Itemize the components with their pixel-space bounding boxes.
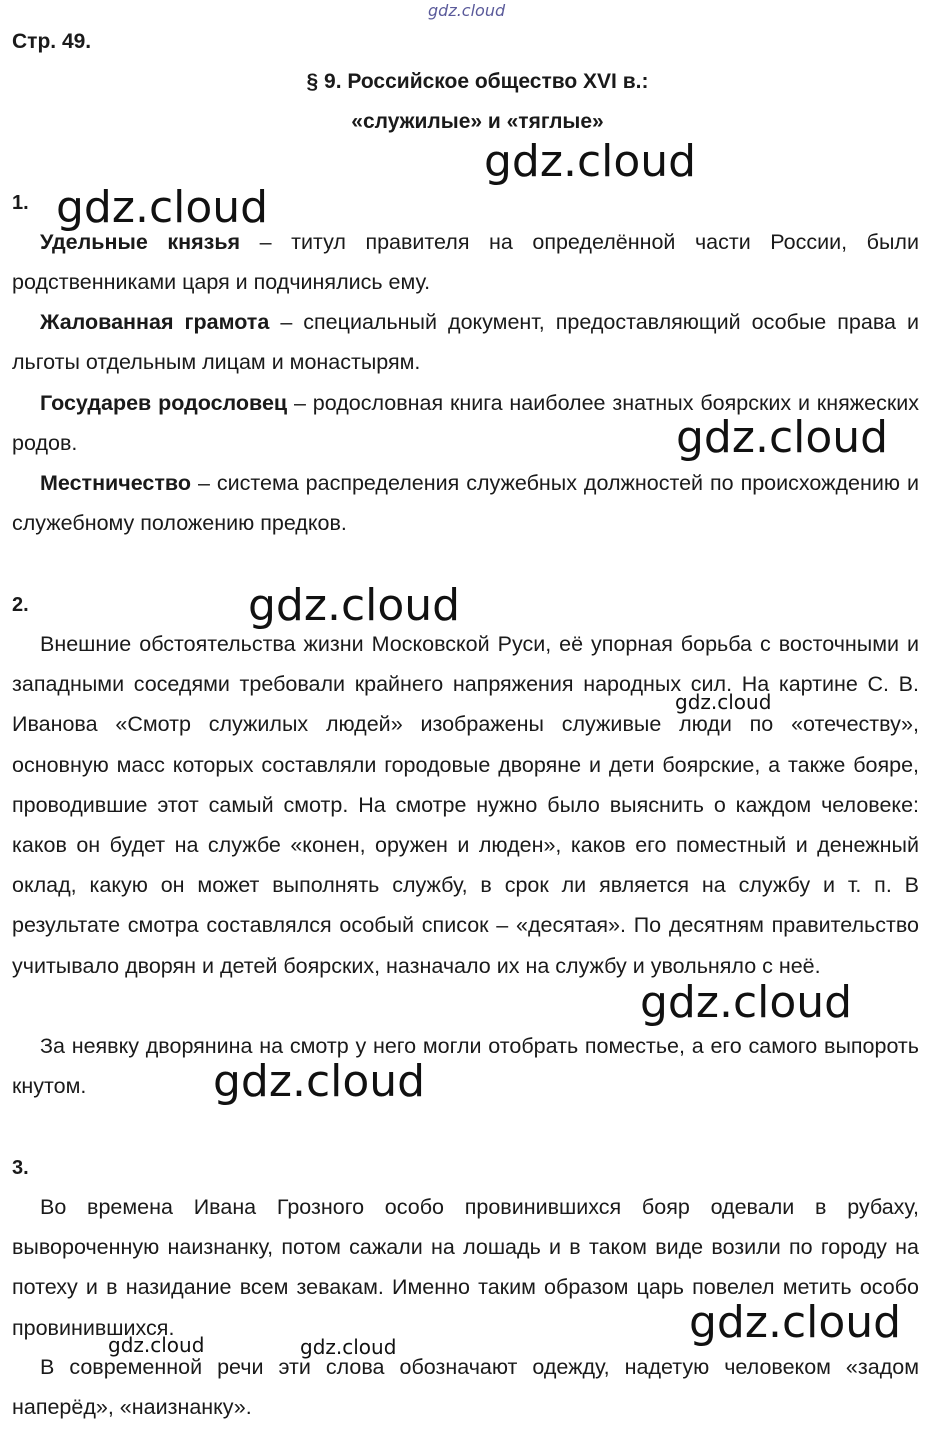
watermark: gdz.cloud bbox=[676, 412, 889, 463]
definition-term: Жалованная грамота bbox=[40, 310, 270, 334]
definition-text: – титул правителя на определённой части России, были родственниками царя и подчинялись ему. bbox=[12, 230, 919, 295]
definition-paragraph bbox=[12, 463, 919, 543]
definition-term: Местничество bbox=[40, 471, 191, 495]
task-number-3: 3. bbox=[12, 1157, 29, 1179]
watermark: gdz.cloud bbox=[484, 136, 697, 187]
answer-paragraph: Внешние обстоятельства жизни Московской Руси, её упорная борьба с восточными и западными соседями требовали крайнего напряжения народных сил. На картине С. В. Иванова «Смотр служилых людей» изображены служивые люди по «отечеству», основную масс которых составляли городовые дворяне и дети боярские, а также бояре, проводившие этот самый смотр. На смотре нужно было выяснить о каждом человеке: каков он будет на службе «конен, оружен и люден», каков его поместный и денежный оклад, какую он может выполнять службу, в срок ли является на службу и т. п. В результате смотра составлялся особый список – «десятая». По десятням правительство учитывало дворян и детей боярских, назначало их на службу и увольняло с неё. bbox=[12, 632, 919, 978]
answer-paragraph: Во времена Ивана Грозного особо провинившихся бояр одевали в рубаху, вывороченную наизнанку, потом сажали на лошадь и в таком виде возили по городу на потеху и в назидание всем зевакам. Именно таким образом царь повелел метить особо провинившихся. bbox=[12, 1195, 919, 1340]
watermark: gdz.cloud bbox=[675, 690, 772, 714]
definition-paragraph bbox=[12, 302, 919, 382]
watermark: gdz.cloud bbox=[689, 1297, 902, 1348]
watermark: gdz.cloud bbox=[56, 182, 269, 233]
definition-term: Государев родословец bbox=[40, 391, 288, 415]
definition-term: Удельные князья bbox=[40, 230, 241, 254]
section-title-line1: § 9. Российское общество XVI в.: bbox=[306, 70, 649, 93]
task-number-2: 2. bbox=[12, 594, 29, 616]
definition-paragraph bbox=[12, 222, 919, 302]
watermark: gdz.cloud bbox=[213, 1056, 426, 1107]
answer-paragraph: За неявку дворянина на смотр у него могли отобрать поместье, а его самого выпороть кнутом. bbox=[12, 1034, 919, 1099]
answer-paragraph: В современной речи эти слова обозначают одежду, надетую человеком «задом наперёд», «наизнанку». bbox=[12, 1355, 919, 1420]
section-title-line2: «служилые» и «тяглые» bbox=[351, 110, 604, 133]
definition-text: – специальный документ, предоставляющий особые права и льготы отдельным лицам и монастырям. bbox=[12, 310, 919, 375]
definition-text: – родословная книга наиболее знатных боярских и княжеских родов. bbox=[12, 391, 919, 456]
watermark: gdz.cloud bbox=[108, 1333, 205, 1357]
watermark: gdz.cloud bbox=[248, 580, 461, 631]
task-number-1: 1. bbox=[12, 192, 29, 214]
watermark-top: gdz.cloud bbox=[428, 1, 506, 20]
watermark: gdz.cloud bbox=[640, 977, 853, 1028]
page-number: Стр. 49. bbox=[12, 30, 92, 53]
watermark: gdz.cloud bbox=[300, 1335, 397, 1359]
definition-text: – система распределения служебных должностей по происхождению и служебному положению предков. bbox=[12, 471, 919, 536]
